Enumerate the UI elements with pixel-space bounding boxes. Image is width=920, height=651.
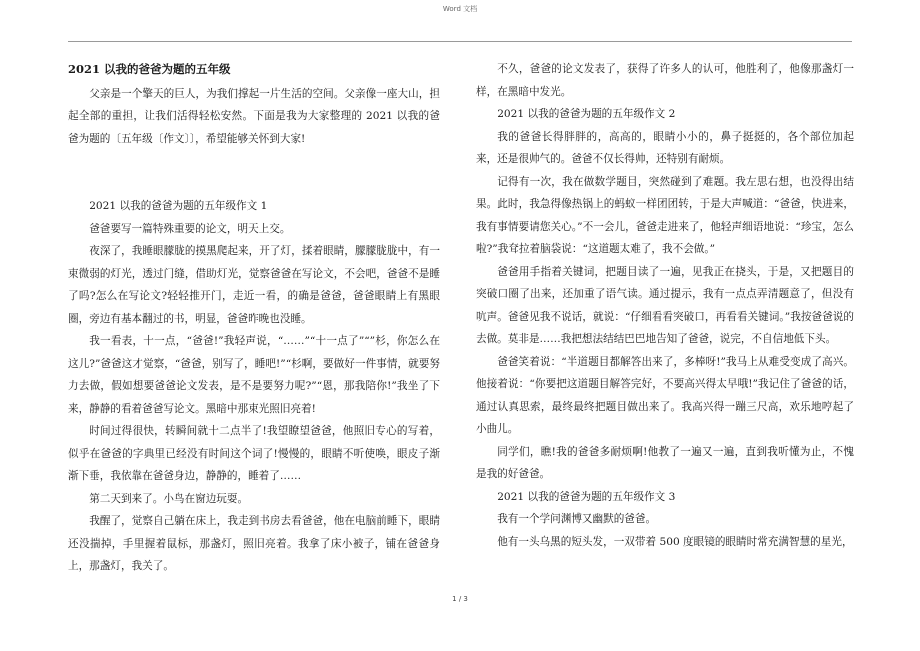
document-header-label: Word 文档 xyxy=(442,5,478,13)
essay-2-paragraph-2: 记得有一次，我在做数学题目，突然碰到了难题。我左思右想，也没得出结果。此时，我急得像热锅上的蚂蚁一样团团转，于是大声喊道：“爸爸，快进来，我有事情要请您关心。”不一会儿，爸爸走进来了，他轻声细语地说：“珍宝，怎么啦?”我耷拉着脑袋说：“这道题太难了，我不会做。” xyxy=(476,175,854,255)
essay-3-paragraph-2: 他有一头乌黑的短头发，一双带着 500 度眼镜的眼睛时常充满智慧的星光， xyxy=(497,535,853,548)
essay-1-paragraph-3: 我一看表，十一点，“爸爸!”我轻声说，“……”“十一点了”“”杉，你怎么在这儿?”爸爸这才觉察，“爸爸，别写了，睡吧!”“杉啊，要做好一件事情，就要努力去做，假如想要爸爸论文发表，是不是要努力呢?”“恩，那我陪你!”我坐了下来，静静的看着爸爸写论文。黑暗中那束光照旧亮着! xyxy=(68,335,440,415)
essay-1-paragraph-1: 爸爸要写一篇特殊重要的论文，明天上交。 xyxy=(89,222,291,235)
essay-1-title: 2021 以我的爸爸为题的五年级作文 1 xyxy=(89,200,268,212)
spacer xyxy=(68,150,440,195)
page-number: 1 / 3 xyxy=(452,595,468,603)
essay-3-title: 2021 以我的爸爸为题的五年级作文 3 xyxy=(497,490,676,503)
essay-2-paragraph-4: 爸爸笑着说：“半道题目都解答出来了，多棒呀!”我马上从难受变成了高兴。他接着说：“你要把这道题目解答完好，不要高兴得太早哦!”我记住了爸爸的话，通过认真思索，最终最终把题目做出来了。我高兴得一蹦三尺高，欢乐地哼起了小曲儿。 xyxy=(476,355,854,435)
left-column xyxy=(68,58,440,578)
essay-2-title: 2021 以我的爸爸为题的五年级作文 2 xyxy=(497,108,676,120)
document-title: 2021 以我的爸爸为题的五年级 xyxy=(68,62,231,76)
essay-3-paragraph-1: 我有一个学问渊博又幽默的爸爸。 xyxy=(497,513,657,525)
essay-2-paragraph-3: 爸爸用手指着关键词，把题目读了一遍，见我正在挠头，于是，又把题目的突破口圈了出来，还加重了语气读。通过提示，我有一点点弄清题意了，但没有吭声。爸爸见我不说话，就说：“仔细看看突破口，再看看关键词。”我按爸爸说的去做。莫非是……我把想法结结巴巴地告知了爸爸，说完，不自信地低下头。 xyxy=(476,265,854,345)
essay-1-paragraph-6: 我醒了，觉察自己躺在床上，我走到书房去看爸爸，他在电脑前睡下，眼睛还没揣掉，手里握着鼠标，那盏灯，照旧亮着。我拿了床小被子，铺在爸爸身上，那盏灯，我关了。 xyxy=(68,515,440,572)
essay-1-paragraph-4: 时间过得很快，转瞬间就十二点半了!我望瞭望爸爸，他照旧专心的写着，似乎在爸爸的字典里已经没有时间这个词了!慢慢的，眼睛不听使唤，眼皮子渐渐下垂，我依靠在爸爸身边，静静的，睡着了…… xyxy=(68,425,440,482)
header-divider xyxy=(68,41,852,42)
right-column xyxy=(476,58,854,553)
essay-1-paragraph-2: 夜深了，我睡眼朦胧的摸黑爬起来，开了灯，揉着眼睛，朦朦胧胧中，有一束微弱的灯光，透过门缝，借助灯光，觉察爸爸在写论文，不会吧，爸爸不是睡了吗?怎么在写论文?轻轻推开门，走近一看，的确是爸爸，爸爸眼睛上有黑眼圈，旁边有基本翻过的书，明显，爸爸昨晚也没睡。 xyxy=(68,245,440,325)
essay-2-paragraph-5: 同学们，瞧!我的爸爸多耐烦啊!他教了一遍又一遍，直到我听懂为止，不愧是我的好爸爸。 xyxy=(476,445,854,480)
intro-paragraph: 父亲是一个擎天的巨人，为我们撑起一片生活的空间。父亲像一座大山，担起全部的重担，让我们活得轻松安然。下面是我为大家整理的 2021 以我的爸爸为题的〔五年级〔作文〕〕，希望能够关怀到大家! xyxy=(68,87,440,145)
essay-1-paragraph-7: 不久，爸爸的论文发表了，获得了许多人的认可，他胜利了，他像那盏灯一样，在黑暗中发光。 xyxy=(476,63,854,98)
essay-2-paragraph-1: 我的爸爸长得胖胖的，高高的，眼睛小小的，鼻子挺挺的，各个部位加起来，还是很帅气的。爸爸不仅长得帅，还特别有耐烦。 xyxy=(476,130,854,165)
essay-1-paragraph-5: 第二天到来了。小鸟在窗边玩耍。 xyxy=(89,492,249,505)
